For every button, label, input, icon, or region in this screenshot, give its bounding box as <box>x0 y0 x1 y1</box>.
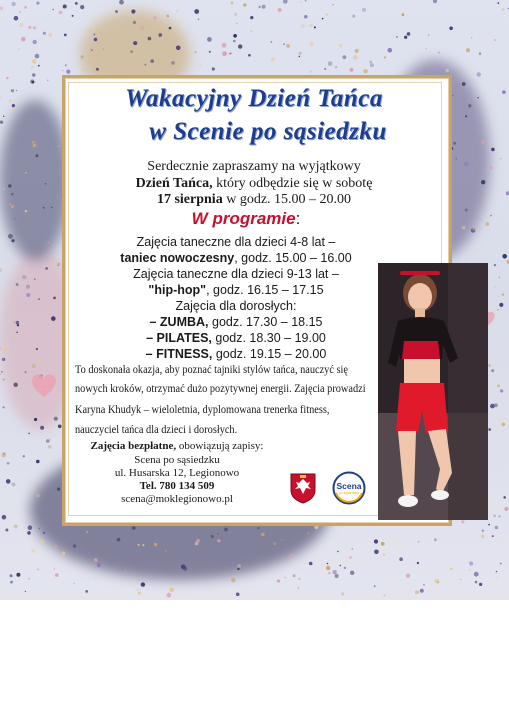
program-line-text: Zajęcia taneczne dla dzieci 4-8 lat – <box>136 235 336 249</box>
intro-line-3 <box>62 192 446 208</box>
description-line: nowych kroków, otrzymać dużo pozytywnej energii. Zajęcia prowadzi <box>75 381 366 395</box>
program-line-text: godz. 18.30 – 19.00 <box>211 331 326 345</box>
venue-address: ul. Husarska 12, Legionowo <box>114 467 240 479</box>
program-line-text: godz. 17.30 – 18.15 <box>208 315 323 329</box>
email-address[interactable]: scena@moklegionowo.pl <box>121 493 233 505</box>
description-line: nauczyciel tańca dla dzieci i dorosłych. <box>75 422 238 436</box>
program-line-text: Zajęcia taneczne dla dzieci 9-13 lat – <box>133 267 339 281</box>
heart-icon <box>30 372 58 400</box>
dancer-photo <box>378 263 488 520</box>
intro-line-1: Serdecznie zapraszamy na wyjątkowy <box>147 159 361 174</box>
program-line <box>44 283 428 297</box>
program-line-text: Zajęcia dla dorosłych: <box>175 299 297 313</box>
free-entry-bold: Zajęcia bezpłatne, <box>90 440 177 452</box>
program-heading-text: W programie <box>191 209 296 228</box>
free-entry-rest: obowiązują zapisy: <box>176 440 264 452</box>
scena-logo-subtext: po sąsiedzku <box>338 491 360 495</box>
intro-line-2-rest: który odbędzie się w sobotę <box>212 176 373 191</box>
program-line-bold: taniec nowoczesny <box>120 251 235 265</box>
phone-number-text[interactable]: Tel. 780 134 509 <box>139 480 215 492</box>
free-entry-line <box>12 440 342 452</box>
title-line-2: w Scenie po sąsiedzku <box>149 118 387 145</box>
intro-line-2 <box>62 176 446 192</box>
description-line: To doskonała okazja, aby poznać tajniki stylów tańca, nauczyć się <box>75 362 348 376</box>
intro-event-name: Dzień Tańca, <box>135 176 213 191</box>
venue-name: Scena po sąsiedzku <box>134 454 220 466</box>
program-line <box>44 251 428 265</box>
title-line-1: Wakacyjny Dzień Tańca <box>125 85 383 112</box>
intro-date: 17 sierpnia <box>156 192 223 207</box>
program-heading <box>54 209 438 229</box>
program-line <box>44 299 428 313</box>
scena-logo <box>332 471 366 505</box>
program-line <box>44 235 428 249</box>
program-line-bold: – FITNESS, <box>145 347 213 361</box>
program-line <box>44 331 428 345</box>
program-line-text: godz. 19.15 – 20.00 <box>212 347 327 361</box>
program-line-bold: – PILATES, <box>146 331 212 345</box>
program-line <box>44 267 428 281</box>
program-line-text: , godz. 15.00 – 16.00 <box>234 251 352 265</box>
description-line: Karyna Khudyk – wieloletnia, dyplomowana trenerka fitness, <box>75 402 330 416</box>
program-line-bold: – ZUMBA, <box>149 315 209 329</box>
program-line-bold: "hip-hop" <box>148 283 207 297</box>
program-line-text: , godz. 16.15 – 17.15 <box>206 283 324 297</box>
program-line <box>44 315 428 329</box>
program-heading-colon: : <box>295 209 301 228</box>
scena-logo-text: Scena <box>336 481 362 491</box>
coat-of-arms-logo <box>289 472 317 504</box>
dancer-illustration <box>378 263 488 520</box>
program-line <box>44 347 428 361</box>
intro-hours: w godz. 15.00 – 20.00 <box>222 192 352 207</box>
